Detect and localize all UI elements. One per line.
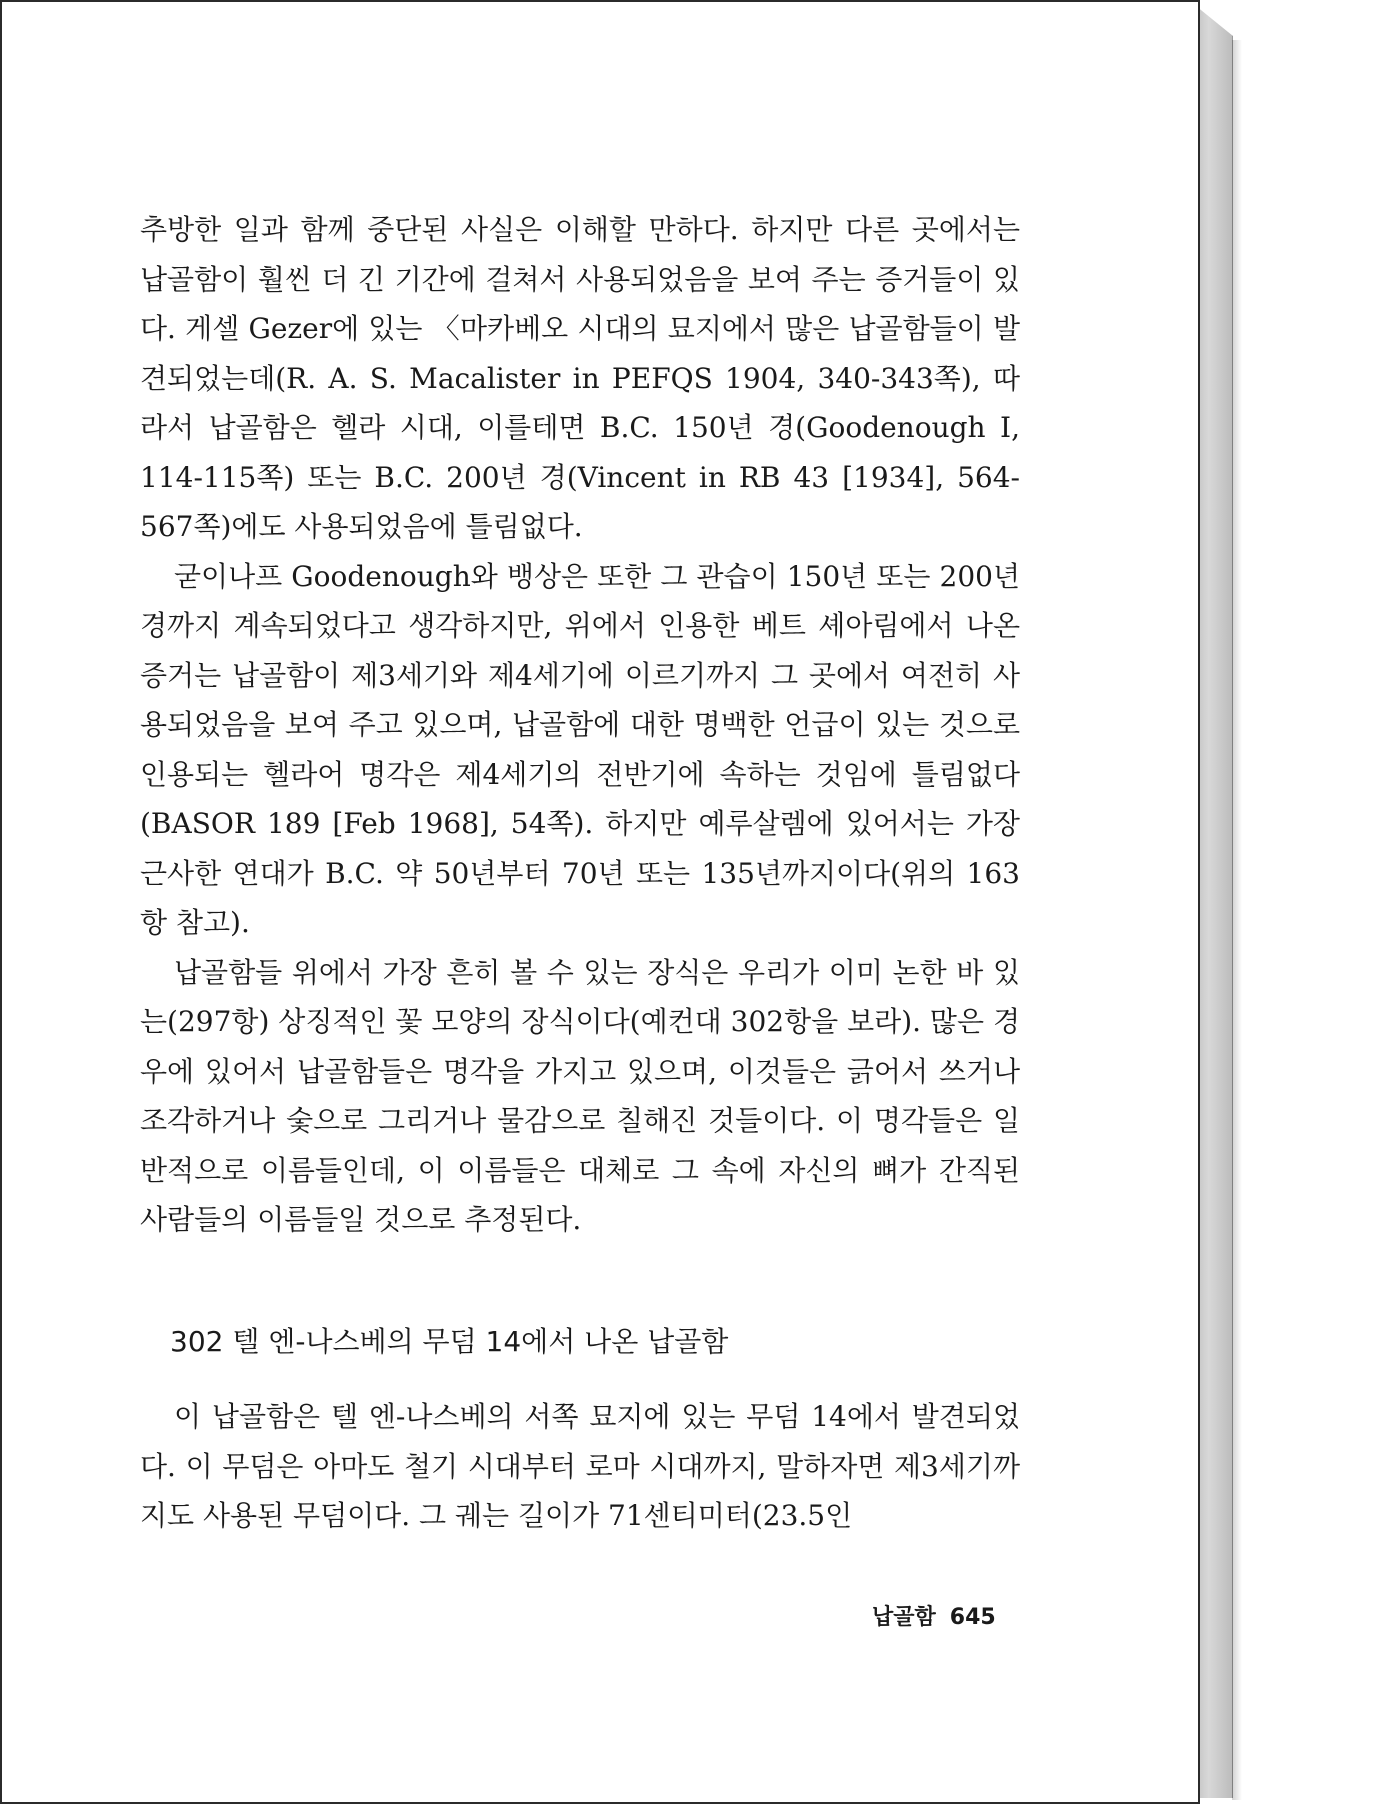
running-title: 납골함 xyxy=(872,1605,936,1630)
page-footer xyxy=(872,1600,996,1631)
page-shadow xyxy=(1232,40,1242,1800)
paragraph-2: 굳이나프 Goodenough와 뱅상은 또한 그 관습이 150년 또는 200년 경까지 계속되었다고 생각하지만, 위에서 인용한 베트 셰아림에서 나온 증거는 납골함이 제3세기와 제4세기에 이르기까지 그 곳에서 여전히 사용되었음을 보여 주고 있으며, 납골함에 대한 명백한 언급이 있는 것으로 인용되는 헬라어 명각은 제4세기의 전반기에 속하는 것임에 틀림없다(BASOR 189 [Feb 1968], 54쪽). 하지만 예루살렘에 있어서는 가장 근사한 연대가 B.C. 약 50년부터 70년 또는 135년까지이다(위의 163항 참고). xyxy=(140,559,1020,939)
page-number: 645 xyxy=(949,1605,996,1630)
body-text xyxy=(140,205,1020,1245)
paragraph-3: 납골함들 위에서 가장 흔히 볼 수 있는 장식은 우리가 이미 논한 바 있는(297항) 상징적인 꽃 모양의 장식이다(예컨대 302항을 보라). 많은 경우에 있어서 납골함들은 명각을 가지고 있으며, 이것들은 긁어서 쓰거나 조각하거나 숯으로 그리거나 물감으로 칠해진 것들이다. 이 명각들은 일반적으로 이름들인데, 이 이름들은 대체로 그 속에 자신의 뼈가 간직된 사람들의 이름들일 것으로 추정된다. xyxy=(140,955,1020,1236)
section-paragraph: 이 납골함은 텔 엔-나스베의 서쪽 묘지에 있는 무덤 14에서 발견되었다. 이 무덤은 아마도 철기 시대부터 로마 시대까지, 말하자면 제3세기까지도 사용된 무덤이다. 그 궤는 길이가 71센티미터(23.5인 xyxy=(140,1400,1020,1532)
book-page-edge xyxy=(1196,6,1233,1798)
section-text xyxy=(140,1392,1020,1541)
section-heading: 302 텔 엔-나스베의 무덤 14에서 나온 납골함 xyxy=(170,1325,729,1358)
paragraph-1: 추방한 일과 함께 중단된 사실은 이해할 만하다. 하지만 다른 곳에서는 납골함이 훨씬 더 긴 기간에 걸쳐서 사용되었음을 보여 주는 증거들이 있다. 게셀 Gezer에 있는 〈마카베오 시대의 묘지에서 많은 납골함들이 발견되었는데(R. A. S. Macalister in PEFQS 1904, 340-343쪽), 따라서 납골함은 헬라 시대, 이를테면 B.C. 150년 경(Goodenough I, 114-115쪽) 또는 B.C. 200년 경(Vincent in RB 43 [1934], 564-567쪽)에도 사용되었음에 틀림없다. xyxy=(140,213,1020,543)
